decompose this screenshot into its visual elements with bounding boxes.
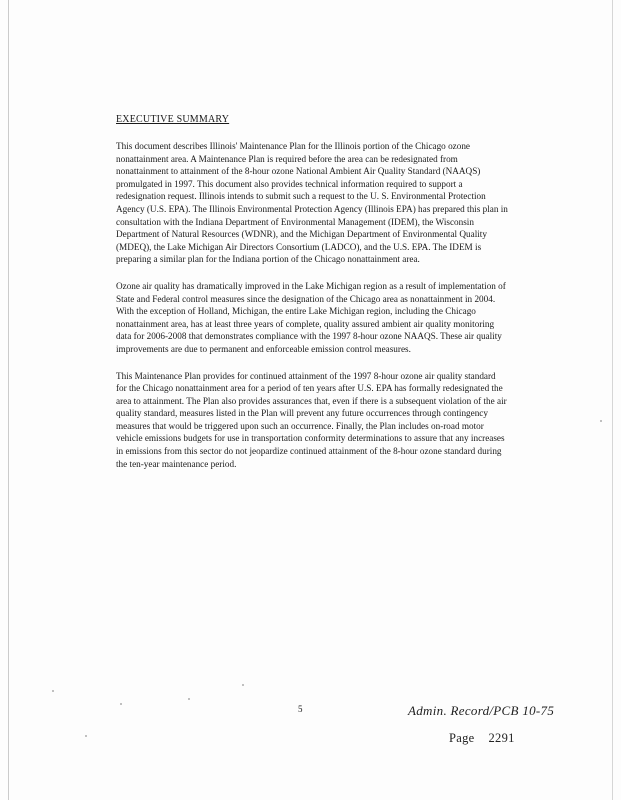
scan-speck bbox=[85, 735, 87, 737]
page-number: 5 bbox=[298, 704, 303, 714]
scan-edge-right bbox=[612, 0, 613, 800]
scan-speck bbox=[242, 684, 244, 686]
paragraph-maintenance-plan: This Maintenance Plan provides for continued attainment of the 1997 8-hour ozone air quality standard for the Chicago nonattainment area for a period of ten years after U.S. EPA has formally redesignated the area to attainment. The Plan also provides assurances that, even if there is a subsequent violation of the air quality standard, measures listed in the Plan will prevent any future occurrences through contingency measures that would be triggered upon such an occurrence. Finally, the Plan includes on-road motor vehicle emissions budgets for use in transportation conformity determinations to assure that any increases in emissions from this sector do not jeopardize continued attainment of the 8-hour ozone standard during the ten-year maintenance period. bbox=[116, 370, 507, 469]
page-stamp-number: 2291 bbox=[488, 731, 515, 745]
scan-speck bbox=[600, 420, 602, 422]
section-heading: EXECUTIVE SUMMARY bbox=[116, 114, 230, 125]
scan-speck bbox=[188, 698, 190, 700]
admin-record-stamp: Admin. Record/PCB 10-75 bbox=[408, 703, 555, 718]
page-stamp bbox=[449, 731, 515, 746]
scan-speck bbox=[120, 703, 122, 705]
page-stamp-label: Page bbox=[449, 731, 475, 745]
paragraph-overview: This document describes Illinois' Maintenance Plan for the Illinois portion of the Chicago ozone nonattainment area. A Maintenance Plan is required before the area can be redesignated from nonattainment to attainment of the 8-hour ozone National Ambient Air Quality Standard (NAAQS) promulgated in 1997. This document also provides technical information required to support a redesignation request. Illinois intends to submit such a request to the U. S. Environmental Protection Agency (U.S. EPA). The Illinois Environmental Protection Agency (Illinois EPA) has prepared this plan in consultation with the Indiana Department of Environmental Management (IDEM), the Wisconsin Department of Natural Resources (WDNR), and the Michigan Department of Environmental Quality (MDEQ), the Lake Michigan Air Directors Consortium (LADCO), and the U.S. EPA. The IDEM is preparing a similar plan for the Indiana portion of the Chicago nonattainment area. bbox=[116, 141, 508, 265]
executive-summary-section bbox=[116, 114, 508, 484]
paragraph-air-quality: Ozone air quality has dramatically improved in the Lake Michigan region as a result of implementation of State and Federal control measures since the designation of the Chicago area as nonattainment in 2004. With the exception of Holland, Michigan, the entire Lake Michigan region, including the Chicago nonattainment area, has at least three years of complete, quality assured ambient air quality monitoring data for 2006-2008 that demonstrates compliance with the 1997 8-hour ozone NAAQS. These air quality improvements are due to permanent and enforceable emission control measures. bbox=[116, 280, 506, 354]
scan-speck bbox=[52, 690, 54, 692]
scan-edge-left bbox=[8, 0, 9, 800]
